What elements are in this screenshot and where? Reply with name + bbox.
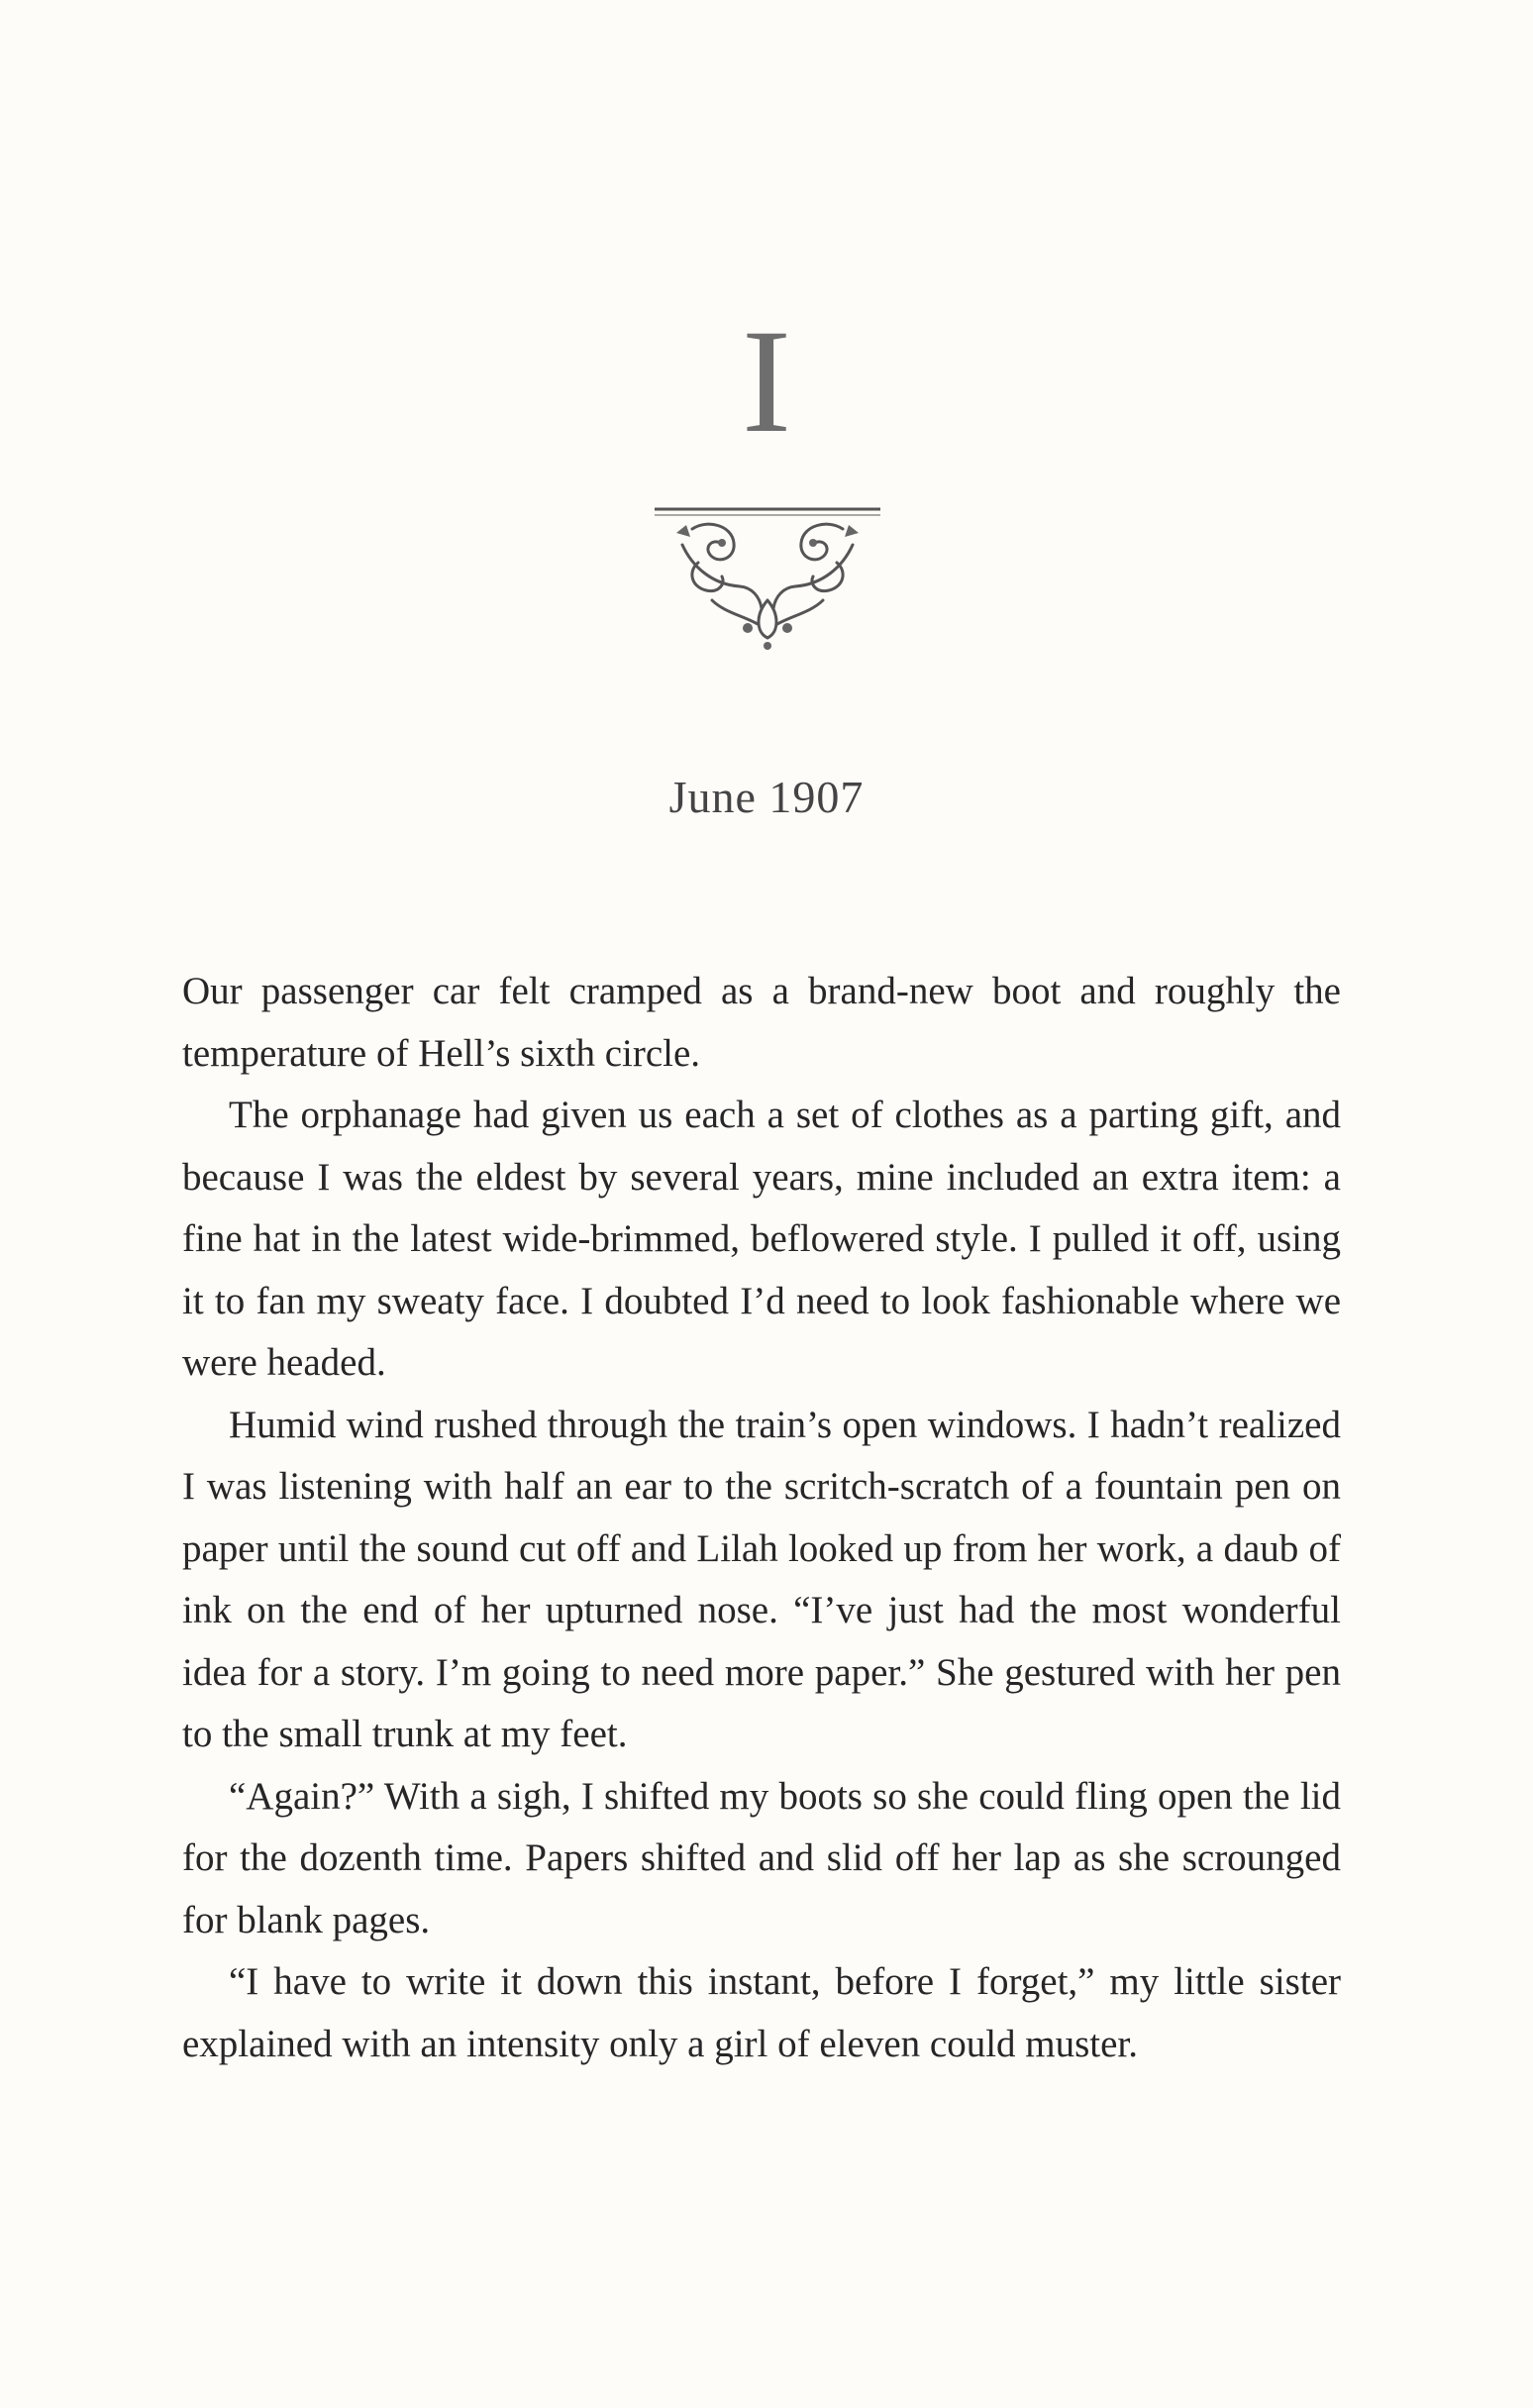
paragraph: The orphanage had given us each a set of clothes as a parting gift, and because I was the eldest by several years, mine included an extra item: a fine hat in the latest wide-brimmed, beflowered style. I pulled it off, using it to fan my sweaty face. I doubted I’d need to look fashionable where we were headed. (182, 1094, 1341, 1384)
paragraph: “Again?” With a sigh, I shifted my boots so she could fling open the lid for the dozenth time. Papers shifted and slid off her lap as she scrounged for blank pages. (182, 1774, 1341, 1941)
chapter-date: June 1907 (668, 772, 865, 822)
scroll-flourish-ornament-icon (653, 505, 882, 654)
chapter-body (182, 961, 1341, 2075)
paragraph: Humid wind rushed through the train’s open windows. I hadn’t realized I was listening with half an ear to the scritch-scratch of a fountain pen on paper until the sound cut off and Lilah looked up from her work, a daub of ink on the end of her upturned nose. “I’ve just had the most wonderful idea for a story. I’m going to need more paper.” She gestured with her pen to the small trunk at my feet. (182, 1403, 1341, 1755)
paragraph: “I have to write it down this instant, before I forget,” my little sister explained with an intensity only a girl of eleven could muster. (182, 1960, 1341, 2065)
paragraph: Our passenger car felt cramped as a brand-new boot and roughly the temperature of Hell’s sixth circle. (182, 970, 1341, 1075)
chapter-number: I (742, 299, 791, 464)
